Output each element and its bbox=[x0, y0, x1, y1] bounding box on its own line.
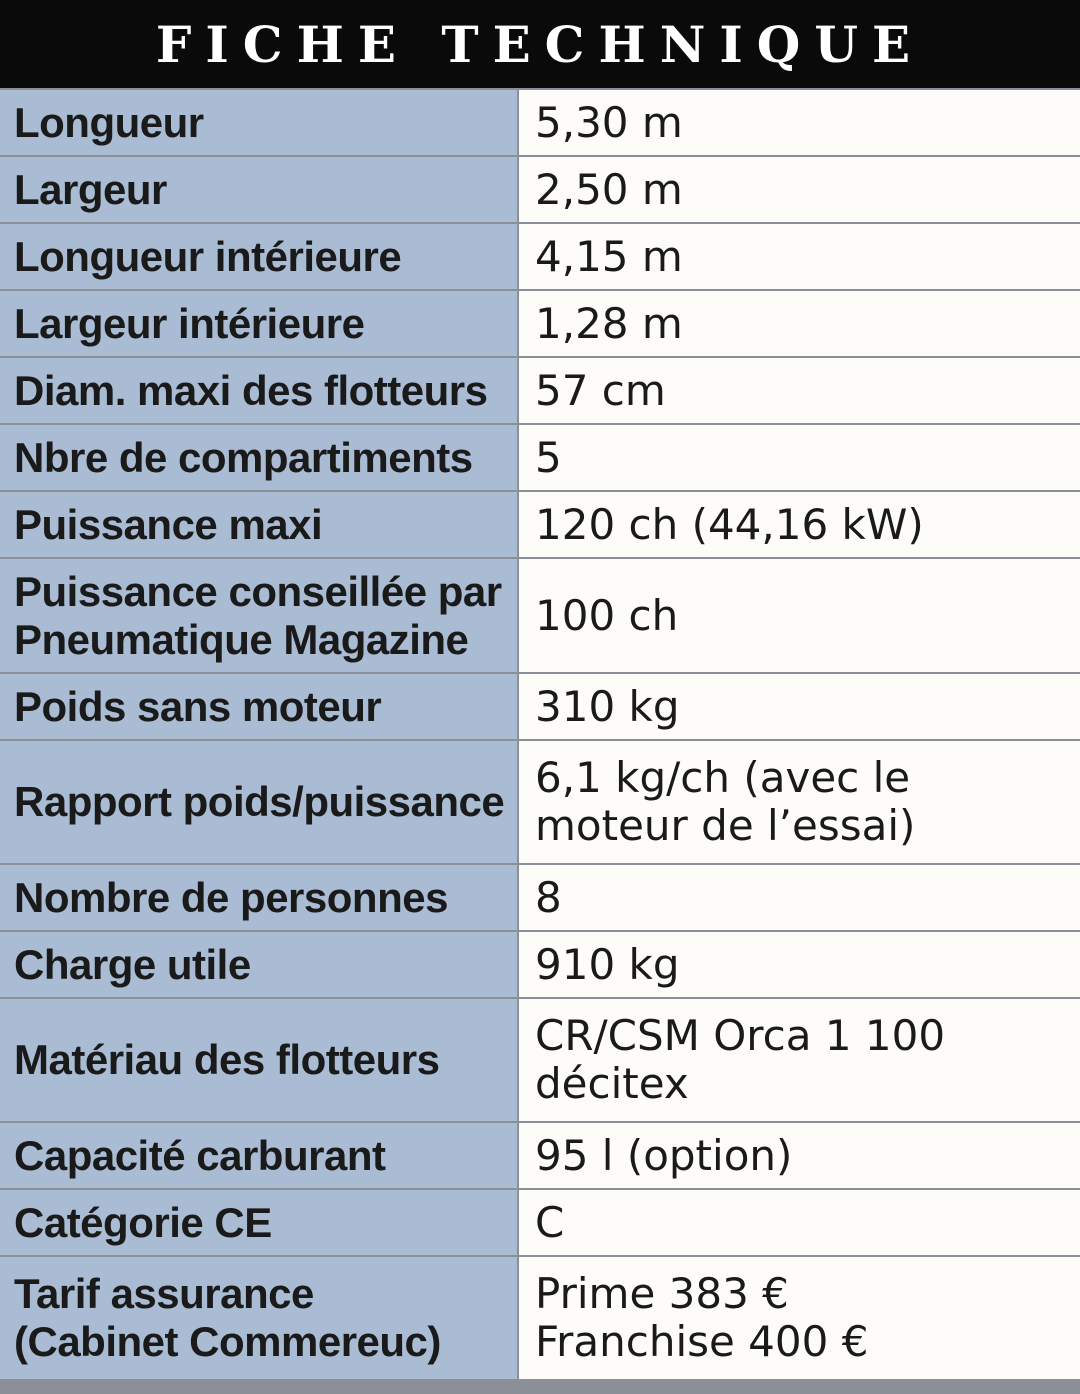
row-value: C bbox=[519, 1190, 1080, 1255]
row-label: Nbre de compartiments bbox=[0, 425, 517, 490]
table-row bbox=[0, 425, 1080, 490]
row-value: 2,50 m bbox=[519, 157, 1080, 222]
row-value: 310 kg bbox=[519, 674, 1080, 739]
row-label: Poids sans moteur bbox=[0, 674, 517, 739]
row-label: Charge utile bbox=[0, 932, 517, 997]
table-row bbox=[0, 492, 1080, 557]
row-label: Longueur intérieure bbox=[0, 224, 517, 289]
row-label: Catégorie CE bbox=[0, 1190, 517, 1255]
table-row bbox=[0, 157, 1080, 222]
row-label: Tarif assurance (Cabinet Commereuc) bbox=[0, 1257, 517, 1379]
row-value: 57 cm bbox=[519, 358, 1080, 423]
table-row bbox=[0, 358, 1080, 423]
row-label: Puissance maxi bbox=[0, 492, 517, 557]
row-value: CR/CSM Orca 1 100 décitex bbox=[519, 999, 1080, 1121]
row-label: Nombre de personnes bbox=[0, 865, 517, 930]
table-row bbox=[0, 1190, 1080, 1255]
table-row bbox=[0, 224, 1080, 289]
row-value: 120 ch (44,16 kW) bbox=[519, 492, 1080, 557]
row-value: 1,28 m bbox=[519, 291, 1080, 356]
table-row bbox=[0, 1257, 1080, 1379]
row-value: 5,30 m bbox=[519, 90, 1080, 155]
row-label: Longueur bbox=[0, 90, 517, 155]
table-row bbox=[0, 932, 1080, 997]
row-value: 100 ch bbox=[519, 559, 1080, 672]
row-label: Capacité carburant bbox=[0, 1123, 517, 1188]
table-row bbox=[0, 741, 1080, 863]
sheet-title: FICHE TECHNIQUE bbox=[0, 0, 1080, 88]
row-value: Prime 383 € Franchise 400 € bbox=[519, 1257, 1080, 1379]
row-label: Puissance conseillée par Pneumatique Magazine bbox=[0, 559, 517, 672]
row-value: 5 bbox=[519, 425, 1080, 490]
row-value: 95 l (option) bbox=[519, 1123, 1080, 1188]
row-label: Largeur bbox=[0, 157, 517, 222]
table-row bbox=[0, 674, 1080, 739]
table-row bbox=[0, 1123, 1080, 1188]
row-label: Rapport poids/puissance bbox=[0, 741, 517, 863]
table-row bbox=[0, 865, 1080, 930]
table-row bbox=[0, 559, 1080, 672]
row-label: Matériau des flotteurs bbox=[0, 999, 517, 1121]
row-value: 4,15 m bbox=[519, 224, 1080, 289]
row-value: 8 bbox=[519, 865, 1080, 930]
row-value: 910 kg bbox=[519, 932, 1080, 997]
row-label: Diam. maxi des flotteurs bbox=[0, 358, 517, 423]
spec-table bbox=[0, 88, 1080, 1394]
table-row bbox=[0, 999, 1080, 1121]
row-label: Largeur intérieure bbox=[0, 291, 517, 356]
row-value: 6,1 kg/ch (avec le moteur de l’essai) bbox=[519, 741, 1080, 863]
table-row bbox=[0, 90, 1080, 155]
table-row bbox=[0, 291, 1080, 356]
